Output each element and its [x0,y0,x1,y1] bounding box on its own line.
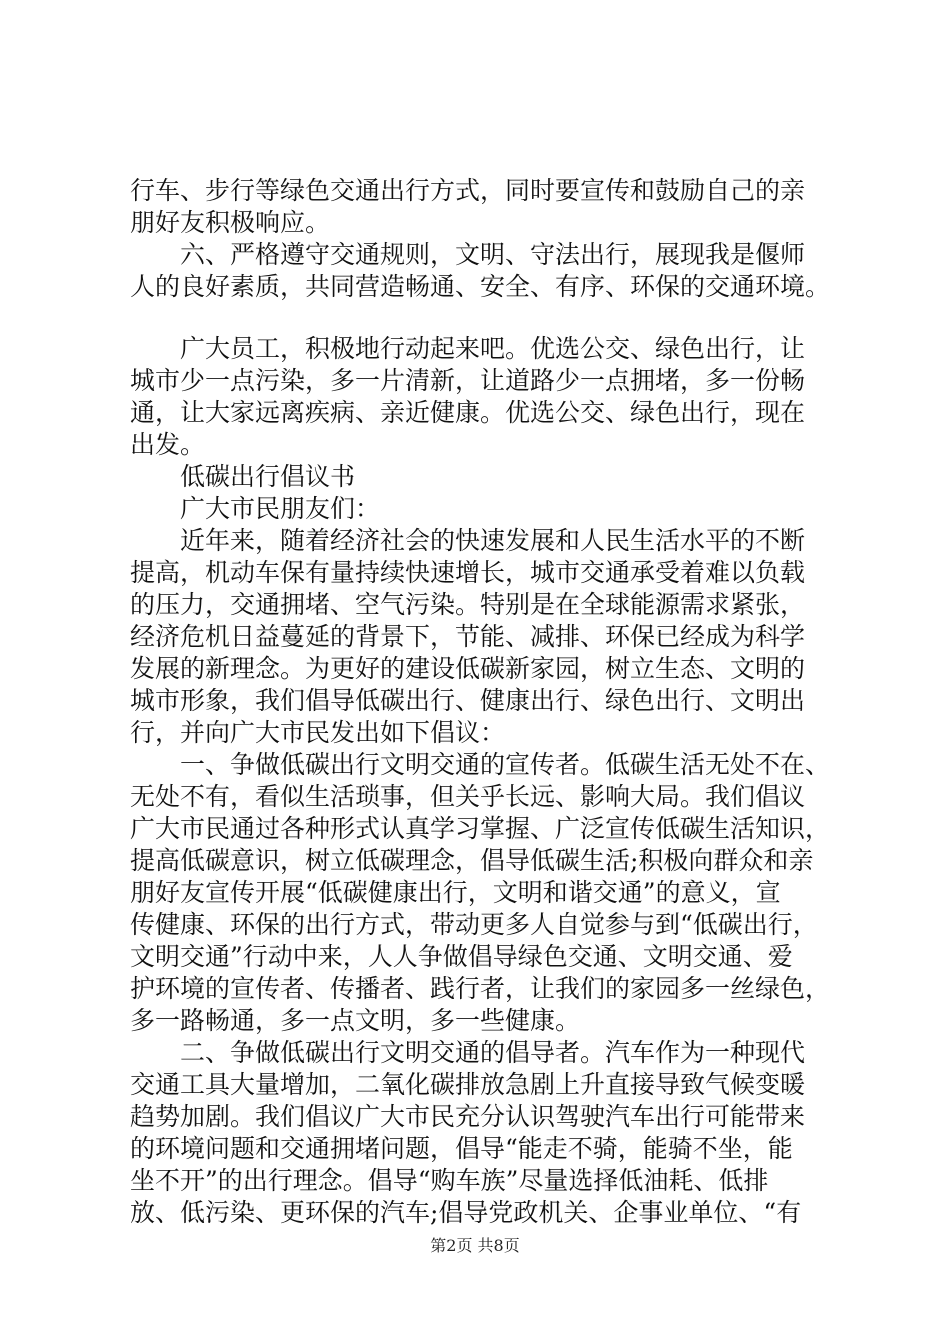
salutation: 广大市民朋友们： [130,494,381,523]
text-line: 行车、步行等绿色交通出行方式，同时要宣传和鼓励自己的亲 [130,176,806,205]
text-line: 通，让大家远离疾病、亲近健康。优选公交、绿色出行，现在 [130,398,806,427]
text-line: 的压力，交通拥堵、空气污染。特别是在全球能源需求紧张， [130,590,806,619]
text-line: 城市少一点污染，多一片清新，让道路少一点拥堵，多一份畅 [130,366,806,395]
text-line: 行，并向广大市民发出如下倡议： [130,718,506,747]
text-line: 朋好友宣传开展“低碳健康出行，文明和谐交通”的意义，宣 [130,878,781,907]
section-heading: 低碳出行倡议书 [130,462,356,491]
text-line: 六、严格遵守交通规则，文明、守法出行，展现我是偃师 [130,240,806,269]
text-line: 近年来，随着经济社会的快速发展和人民生活水平的不断 [130,526,806,555]
paragraph-spacer [130,303,830,333]
text-line: 放、低污染、更环保的汽车;倡导党政机关、企事业单位、“有 [130,1198,802,1227]
text-line: 广大员工，积极地行动起来吧。优选公交、绿色出行，让 [130,334,806,363]
text-line: 朋好友积极响应。 [130,208,331,237]
text-line: 交通工具大量增加，二氧化碳排放急剧上升直接导致气候变暖 [130,1070,806,1099]
text-line: 人的良好素质，共同营造畅通、安全、有序、环保的交通环境。 [130,272,831,301]
text-line: 多一路畅通，多一点文明，多一些健康。 [130,1006,581,1035]
text-line: 传健康、环保的出行方式，带动更多人自觉参与到“低碳出行， [130,910,818,939]
page-indicator: 第2页 共8页 [430,1236,520,1255]
text-line: 文明交通”行动中来，人人争做倡导绿色交通、文明交通、爱 [130,942,793,971]
text-line: 趋势加剧。我们倡议广大市民充分认识驾驶汽车出行可能带来 [130,1102,806,1131]
text-line: 广大市民通过各种形式认真学习掌握、广泛宣传低碳生活知识， [130,814,831,843]
text-line: 一、争做低碳出行文明交通的宣传者。低碳生活无处不在、 [130,750,831,779]
document-body [130,175,830,1229]
text-line: 经济危机日益蔓延的背景下，节能、减排、环保已经成为科学 [130,622,806,651]
text-line: 出发。 [130,430,206,459]
text-line: 提高，机动车保有量持续快速增长，城市交通承受着难以负载 [130,558,806,587]
text-line: 发展的新理念。为更好的建设低碳新家园，树立生态、文明的 [130,654,806,683]
text-line: 无处不有，看似生活琐事，但关乎长远、影响大局。我们倡议 [130,782,806,811]
text-line: 城市形象，我们倡导低碳出行、健康出行、绿色出行、文明出 [130,686,806,715]
text-line: 提高低碳意识，树立低碳理念，倡导低碳生活;积极向群众和亲 [130,846,814,875]
text-line: 坐不开”的出行理念。倡导“购车族”尽量选择低油耗、低排 [130,1166,769,1195]
text-line: 二、争做低碳出行文明交通的倡导者。汽车作为一种现代 [130,1038,806,1067]
text-line: 的环境问题和交通拥堵问题，倡导“能走不骑，能骑不坐，能 [130,1134,793,1163]
text-line: 护环境的宣传者、传播者、践行者，让我们的家园多一丝绿色， [130,974,831,1003]
